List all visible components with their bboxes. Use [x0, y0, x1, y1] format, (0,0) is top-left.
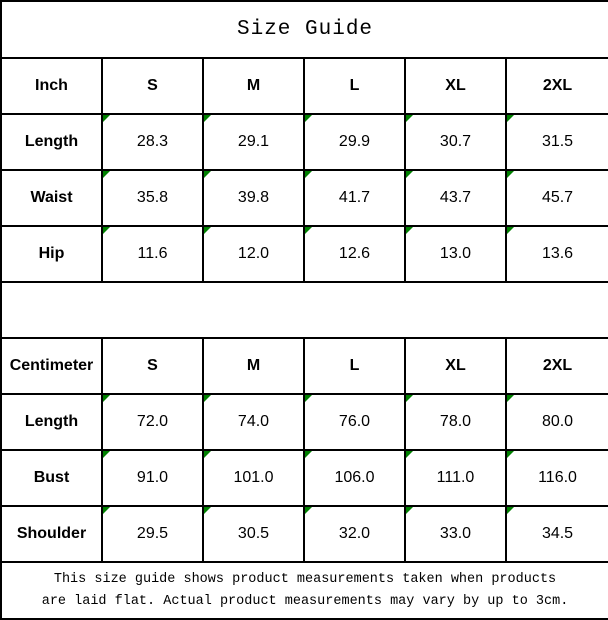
row-label: Bust: [1, 450, 102, 506]
flag-triangle-icon: [204, 395, 211, 402]
flag-triangle-icon: [204, 227, 211, 234]
cell-value: 11.6: [137, 245, 168, 262]
centimeter-header-row: [1, 338, 608, 394]
value-cell: [102, 226, 203, 282]
value-cell: [304, 226, 405, 282]
measurement-row: [1, 394, 608, 450]
value-cell: [102, 114, 203, 170]
row-label: Length: [1, 114, 102, 170]
measurement-row: [1, 114, 608, 170]
cell-value: 78.0: [439, 413, 472, 430]
cell-value: 45.7: [541, 189, 574, 206]
flag-triangle-icon: [204, 171, 211, 178]
value-cell: [304, 114, 405, 170]
flag-triangle-icon: [103, 451, 110, 458]
flag-triangle-icon: [406, 451, 413, 458]
cell-value: 13.0: [439, 245, 472, 262]
cell-value: 39.8: [237, 189, 270, 206]
flag-triangle-icon: [103, 171, 110, 178]
value-cell: [506, 506, 608, 562]
cell-value: 12.0: [237, 245, 270, 262]
flag-triangle-icon: [103, 227, 110, 234]
size-header-2xl: 2XL: [506, 58, 608, 114]
size-header-xl: XL: [405, 58, 506, 114]
cell-value: 91.0: [136, 469, 169, 486]
value-cell: [203, 506, 304, 562]
flag-triangle-icon: [204, 451, 211, 458]
row-label: Length: [1, 394, 102, 450]
unit-header-inch: Inch: [1, 58, 102, 114]
value-cell: [102, 394, 203, 450]
cell-value: 101.0: [233, 469, 274, 486]
value-cell: [506, 226, 608, 282]
value-cell: [203, 226, 304, 282]
value-cell: [102, 506, 203, 562]
measurement-row: [1, 170, 608, 226]
flag-triangle-icon: [406, 395, 413, 402]
flag-triangle-icon: [507, 115, 514, 122]
flag-triangle-icon: [305, 451, 312, 458]
cell-value: 35.8: [136, 189, 169, 206]
measurement-row: [1, 226, 608, 282]
value-cell: [405, 170, 506, 226]
value-cell: [506, 170, 608, 226]
measurement-row: [1, 506, 608, 562]
footer-row: [1, 562, 608, 619]
measurement-row: [1, 450, 608, 506]
cell-value: 34.5: [541, 525, 574, 542]
value-cell: [405, 114, 506, 170]
flag-triangle-icon: [507, 227, 514, 234]
flag-triangle-icon: [507, 507, 514, 514]
footer-note-line1: This size guide shows product measurements taken when products: [53, 571, 557, 587]
cell-value: 30.7: [439, 133, 472, 150]
size-header-m: M: [203, 338, 304, 394]
title-row: [1, 1, 608, 58]
cell-value: 106.0: [334, 469, 375, 486]
flag-triangle-icon: [507, 395, 514, 402]
cell-value: 29.1: [237, 133, 270, 150]
value-cell: [203, 114, 304, 170]
row-label: Shoulder: [1, 506, 102, 562]
flag-triangle-icon: [406, 507, 413, 514]
cell-value: 74.0: [237, 413, 270, 430]
size-header-xl: XL: [405, 338, 506, 394]
value-cell: [405, 226, 506, 282]
flag-triangle-icon: [204, 115, 211, 122]
value-cell: [102, 450, 203, 506]
flag-triangle-icon: [305, 171, 312, 178]
value-cell: [506, 114, 608, 170]
value-cell: [506, 450, 608, 506]
cell-value: 29.9: [338, 133, 371, 150]
flag-triangle-icon: [305, 227, 312, 234]
size-header-2xl: 2XL: [506, 338, 608, 394]
cell-value: 72.0: [136, 413, 169, 430]
cell-value: 12.6: [338, 245, 371, 262]
size-header-m: M: [203, 58, 304, 114]
flag-triangle-icon: [103, 507, 110, 514]
flag-triangle-icon: [103, 395, 110, 402]
value-cell: [102, 170, 203, 226]
spacer-cell: [1, 282, 608, 338]
value-cell: [304, 394, 405, 450]
flag-triangle-icon: [406, 115, 413, 122]
flag-triangle-icon: [305, 115, 312, 122]
value-cell: [405, 394, 506, 450]
size-header-s: S: [102, 338, 203, 394]
size-header-s: S: [102, 58, 203, 114]
cell-value: 43.7: [439, 189, 472, 206]
flag-triangle-icon: [507, 451, 514, 458]
cell-value: 32.0: [338, 525, 371, 542]
flag-triangle-icon: [103, 115, 110, 122]
spacer-row: [1, 282, 608, 338]
footer-note: [1, 562, 608, 619]
cell-value: 76.0: [338, 413, 371, 430]
cell-value: 111.0: [436, 469, 475, 486]
value-cell: [203, 394, 304, 450]
row-label: Waist: [1, 170, 102, 226]
value-cell: [405, 506, 506, 562]
flag-triangle-icon: [204, 507, 211, 514]
value-cell: [203, 170, 304, 226]
value-cell: [203, 450, 304, 506]
cell-value: 31.5: [541, 133, 574, 150]
unit-header-centimeter: Centimeter: [1, 338, 102, 394]
flag-triangle-icon: [305, 507, 312, 514]
size-header-l: L: [304, 58, 405, 114]
cell-value: 30.5: [237, 525, 270, 542]
footer-note-line2: are laid flat. Actual product measurements may vary by up to 3cm.: [41, 593, 569, 609]
cell-value: 116.0: [538, 469, 577, 486]
flag-triangle-icon: [305, 395, 312, 402]
page-title: Size Guide: [1, 1, 608, 58]
cell-value: 29.5: [136, 525, 169, 542]
cell-value: 28.3: [136, 133, 169, 150]
cell-value: 41.7: [338, 189, 371, 206]
value-cell: [506, 394, 608, 450]
flag-triangle-icon: [406, 227, 413, 234]
inch-header-row: [1, 58, 608, 114]
row-label: Hip: [1, 226, 102, 282]
value-cell: [304, 506, 405, 562]
flag-triangle-icon: [406, 171, 413, 178]
flag-triangle-icon: [507, 171, 514, 178]
value-cell: [405, 450, 506, 506]
value-cell: [304, 170, 405, 226]
cell-value: 80.0: [541, 413, 574, 430]
value-cell: [304, 450, 405, 506]
cell-value: 33.0: [439, 525, 472, 542]
size-header-l: L: [304, 338, 405, 394]
cell-value: 13.6: [541, 245, 574, 262]
